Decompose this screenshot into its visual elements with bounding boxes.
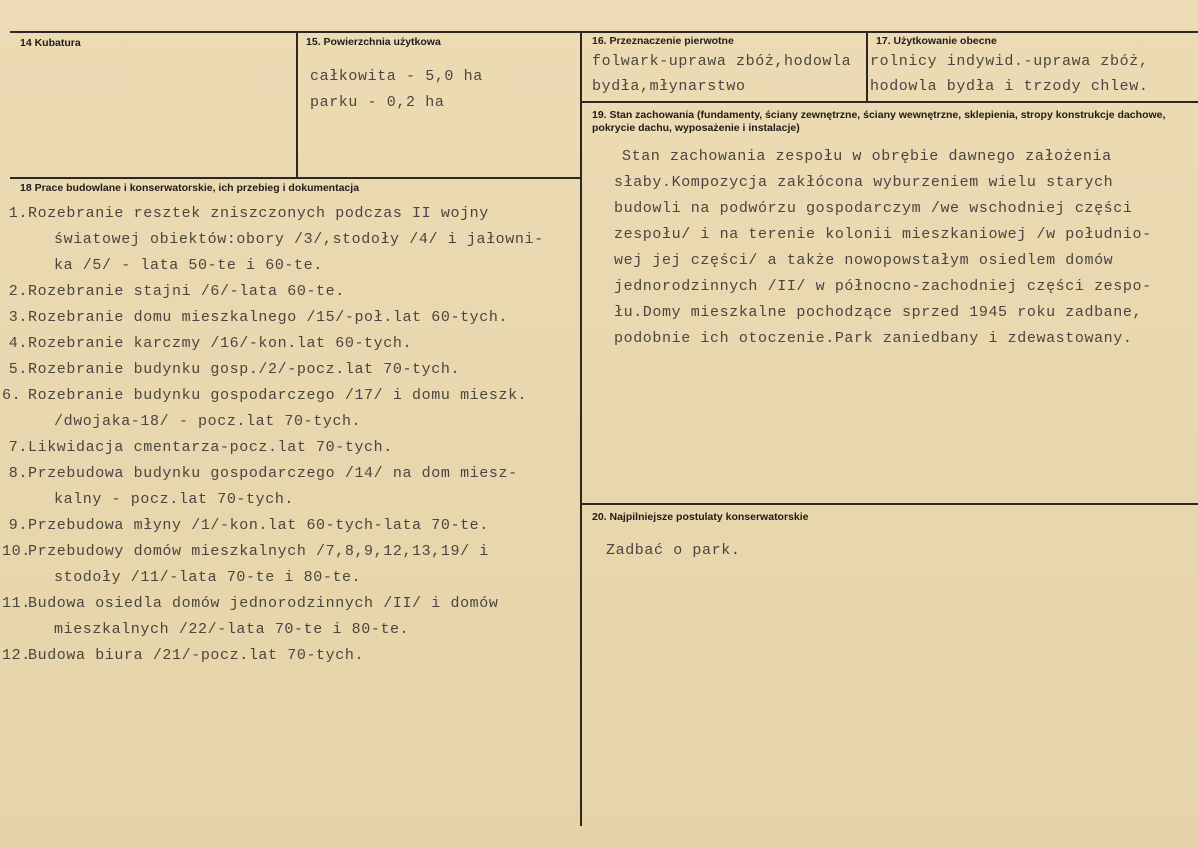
list-item-continuation [2,409,544,435]
column-divider-16-17 [866,31,868,101]
field-17-line-1: rolnicy indywid.-uprawa zbóż, [870,53,1149,70]
column-divider-14-15 [296,31,298,177]
top-border [10,31,1198,33]
list-item [2,279,544,305]
text-line: Stan zachowania zespołu w obrębie dawnego założenia [622,148,1112,165]
item-line: Likwidacja cmentarza-pocz.lat 70-tych. [28,439,393,456]
list-item [2,383,544,409]
list-item [2,331,544,357]
item-number: 12. [2,647,31,664]
list-item [2,643,544,669]
item-line: Rozebranie stajni /6/-lata 60-te. [28,283,345,300]
field-17-label: 17. Użytkowanie obecne [876,35,997,47]
field-20-text: Zadbać o park. [606,542,741,559]
item-line: Rozebranie resztek zniszczonych podczas II wojny [28,205,489,222]
item-line: mieszkalnych /22/-lata 70-te i 80-te. [54,621,410,638]
item-line: /dwojaka-18/ - pocz.lat 70-tych. [54,413,362,430]
list-item-continuation [2,227,544,253]
item-number: 1. [8,205,28,222]
item-number: 8. [8,465,28,482]
field-19-label: 19. Stan zachowania (fundamenty, ściany zewnętrzne, ściany wewnętrzne, sklepienia, stropy konstrukcje dachowe, pokrycie dachu, wyposażenie i instalacje) [592,109,1166,134]
field-16-line-2: bydła,młynarstwo [592,78,746,95]
item-line: Przebudowa młyny /1/-kon.lat 60-tych-lata 70-te. [28,517,489,534]
field-18-list [2,201,544,669]
column-divider-main [580,31,582,826]
field-16-label: 16. Przeznaczenie pierwotne [592,35,734,47]
item-number: 6. [2,387,22,404]
list-item-continuation [2,487,544,513]
field-16-line-1: folwark-uprawa zbóż,hodowla [592,53,852,70]
field-15-line-1: całkowita - 5,0 ha [310,68,483,85]
text-line: podobnie ich otoczenie.Park zaniedbany i zdewastowany. [614,330,1133,347]
row-divider-left [10,177,582,179]
item-number: 11. [2,595,31,612]
text-line: łu.Domy mieszkalne pochodzące sprzed 1945 roku zadbane, [614,304,1143,321]
list-item [2,357,544,383]
list-item [2,461,544,487]
item-number: 7. [8,439,28,456]
list-item-continuation [2,253,544,279]
list-item [2,513,544,539]
row-divider-right-bottom [582,503,1198,505]
text-line: słaby.Kompozycja zakłócona wyburzeniem wielu starych [614,174,1114,191]
item-number: 4. [8,335,28,352]
list-item [2,591,544,617]
text-line: jednorodzinnych /II/ w północno-zachodniej części zespo- [614,278,1152,295]
row-divider-right-top [582,101,1198,103]
list-item [2,539,544,565]
item-line: Przebudowy domów mieszkalnych /7,8,9,12,13,19/ i [28,543,489,560]
list-item-continuation [2,565,544,591]
text-line: budowli na podwórzu gospodarczym /we wschodniej części [614,200,1133,217]
item-line: Rozebranie budynku gosp./2/-pocz.lat 70-tych. [28,361,461,378]
list-item [2,435,544,461]
text-line: zespołu/ i na terenie kolonii mieszkaniowej /w południo- [614,226,1152,243]
text-line: wej jej części/ a także nowopowstałym osiedlem domów [614,252,1114,269]
field-18-label: 18 Prace budowlane i konserwatorskie, ich przebieg i dokumentacja [20,182,360,194]
list-item [2,201,544,227]
item-number: 9. [8,517,28,534]
item-number: 10. [2,543,31,560]
item-line: Rozebranie domu mieszkalnego /15/-poł.lat 60-tych. [28,309,509,326]
item-number: 3. [8,309,28,326]
item-line: Rozebranie karczmy /16/-kon.lat 60-tych. [28,335,413,352]
field-19-text [614,144,1152,352]
list-item-continuation [2,617,544,643]
field-14-label: 14 Kubatura [20,37,81,49]
item-line: światowej obiektów:obory /3/,stodoły /4/ i jałowni- [54,231,544,248]
item-line: ka /5/ - lata 50-te i 60-te. [54,257,323,274]
item-line: Rozebranie budynku gospodarczego /17/ i domu mieszk. [28,387,528,404]
item-line: kalny - pocz.lat 70-tych. [54,491,295,508]
item-number: 5. [8,361,28,378]
field-15-label: 15. Powierzchnia użytkowa [306,36,441,48]
item-line: Przebudowa budynku gospodarczego /14/ na dom miesz- [28,465,518,482]
list-item [2,305,544,331]
item-line: stodoły /11/-lata 70-te i 80-te. [54,569,362,586]
item-number: 2. [8,283,28,300]
field-20-label: 20. Najpilniejsze postulaty konserwatorskie [592,511,809,523]
item-line: Budowa biura /21/-pocz.lat 70-tych. [28,647,365,664]
field-15-line-2: parku - 0,2 ha [310,94,445,111]
item-line: Budowa osiedla domów jednorodzinnych /II/ i domów [28,595,499,612]
field-17-line-2: hodowla bydła i trzody chlew. [870,78,1149,95]
